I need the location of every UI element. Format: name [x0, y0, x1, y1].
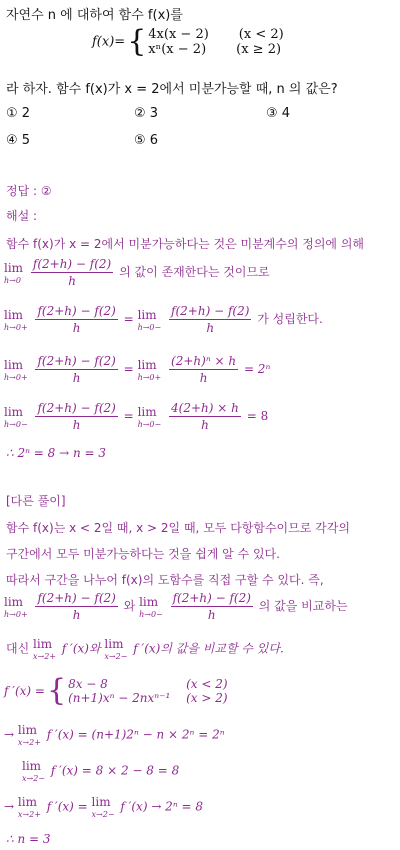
option-2[interactable]: ② 3	[134, 106, 159, 121]
therefore-1: ∴ 2ⁿ = 8 → n = 3	[6, 446, 106, 460]
l3-tail: f ′(x) → 2ⁿ = 8	[120, 799, 204, 814]
deriv-right-line	[4, 723, 225, 747]
lim-x2m: lim x→2−	[104, 637, 128, 661]
alt5-f1: f ′(x)와	[61, 641, 101, 656]
fp-row-1: 8x − 8 (x < 2)	[68, 677, 228, 691]
one-sided-equality	[4, 303, 323, 336]
equals: =	[123, 409, 134, 423]
lim-x2p: lim x→2+	[33, 637, 57, 661]
dq-right: $\frac{f(2+h) - f(2)}{h}$	[37, 304, 116, 335]
question-prompt: 라 하자. 함수 f(x)가 x = 2에서 미분가능할 때, n 의 값은?	[6, 82, 338, 97]
alt-p1: 함수 f(x)는 x < 2일 때, x > 2일 때, 모두 다항함수이므로 각각의	[6, 521, 350, 535]
fp-def: f ′(x) =	[4, 684, 45, 698]
option-3[interactable]: ③ 4	[266, 106, 291, 121]
fp-cases	[68, 677, 227, 705]
l3-mid: f ′(x) =	[46, 799, 88, 814]
arrow-2: →	[4, 799, 15, 814]
lim-h0m-3: lim h→0−	[137, 404, 162, 429]
explain-label: 해설 :	[6, 209, 38, 223]
lim-h0m: lim h→0−	[137, 307, 162, 332]
alt4-tail: 의 값을 비교하는	[258, 599, 348, 613]
pow-quotient: $\frac{\text{(2+h)ⁿ × h}}{h}$	[171, 354, 237, 385]
alt-limits-line	[4, 590, 348, 623]
therefore-2: ∴ n = 3	[6, 832, 51, 846]
fp-row-2: (n+1)xⁿ − 2nxⁿ⁻¹ (x > 2)	[68, 691, 228, 705]
lim-h0p-2: lim h→0+	[4, 357, 28, 382]
limit-h0-line	[4, 256, 270, 289]
lim-h0p: lim h→0+	[4, 307, 28, 332]
deriv-left-line	[22, 759, 179, 783]
alt5-head: 대신	[6, 641, 30, 656]
alt-p2: 구간에서 모두 미분가능하다는 것을 쉽게 알 수 있다.	[6, 547, 280, 561]
lim-h0p-3: lim h→0+	[137, 357, 162, 382]
alt-p5	[6, 637, 284, 661]
case-row-2	[148, 42, 283, 57]
lim-h0p-alt: lim h→0+	[4, 594, 28, 619]
case1-expr: 4x(x − 2)	[148, 27, 209, 42]
equals: =	[123, 362, 134, 376]
question-intro: 자연수 n 에 대하여 함수 f(x)를	[6, 8, 183, 23]
explain-p1: 함수 f(x)가 x = 2에서 미분가능하다는 것은 미분계수의 정의에 의해	[6, 237, 365, 251]
case2-expr: xⁿ(x − 2)	[148, 42, 207, 57]
right-limit-line	[4, 353, 270, 386]
brace-2: {	[46, 673, 67, 708]
l2-tail: f ′(x) = 8 × 2 − 8 = 8	[50, 763, 180, 778]
result-lin: = 8	[246, 409, 269, 423]
dq-alt-left: $\frac{f(2+h) - f(2)}{h}$	[172, 591, 251, 622]
option-4[interactable]: ④ 5	[6, 133, 31, 148]
lim-x2p-2: lim x→2+	[17, 723, 41, 747]
lim-h0: lim h→0	[4, 260, 24, 285]
option-1[interactable]: ① 2	[6, 106, 31, 121]
lim-h0m-alt: lim h→0−	[139, 594, 163, 619]
difference-quotient: $\frac{f(2+h) - f(2)}{h}$	[32, 257, 112, 288]
lim-x2m-2: lim x→2−	[22, 759, 46, 783]
alt5-f2: f ′(x)의 값을 비교할 수 있다.	[133, 641, 284, 656]
alt-p3: 따라서 구간을 나누어 f(x)의 도함수를 직접 구할 수 있다. 즉,	[6, 573, 324, 587]
equals: =	[123, 312, 134, 326]
left-limit-line	[4, 400, 268, 433]
alt-label: [다른 풀이]	[6, 494, 66, 508]
cases	[148, 27, 283, 57]
derivative-piecewise	[4, 673, 228, 708]
l1-tail: f ′(x) = (n+1)2ⁿ − n × 2ⁿ = 2ⁿ	[46, 727, 225, 742]
dq-right-2: $\frac{f(2+h) - f(2)}{h}$	[37, 354, 116, 385]
lim-x2m-3: lim x→2−	[91, 795, 115, 819]
piecewise-definition	[92, 24, 284, 59]
p2-tail: 의 값이 존재한다는 것이므로	[119, 265, 270, 279]
answer-line: 정답 : ②	[6, 184, 52, 198]
deriv-compare-line	[4, 795, 203, 819]
case1-cond: (x < 2)	[238, 27, 284, 42]
lin-quotient: $\frac{4(2+h) \times h}{h}$	[171, 401, 239, 432]
dq-left: $\frac{f(2+h) - f(2)}{h}$	[171, 304, 250, 335]
result-pow: = 2ⁿ	[243, 362, 271, 376]
option-5[interactable]: ⑤ 6	[134, 133, 159, 148]
case2-cond: (x ≥ 2)	[236, 42, 282, 57]
arrow-1: →	[4, 727, 15, 742]
p3-tail: 가 성립한다.	[257, 312, 323, 326]
dq-alt-right: $\frac{f(2+h) - f(2)}{h}$	[37, 591, 116, 622]
dq-left-2: $\frac{f(2+h) - f(2)}{h}$	[37, 401, 116, 432]
brace: {	[127, 24, 147, 59]
and-word: 와	[123, 599, 136, 613]
lim-x2p-3: lim x→2+	[17, 795, 41, 819]
fdef-label: f(x)=	[92, 34, 126, 50]
case-row-1	[148, 27, 283, 42]
lim-h0m-2: lim h→0−	[4, 404, 28, 429]
